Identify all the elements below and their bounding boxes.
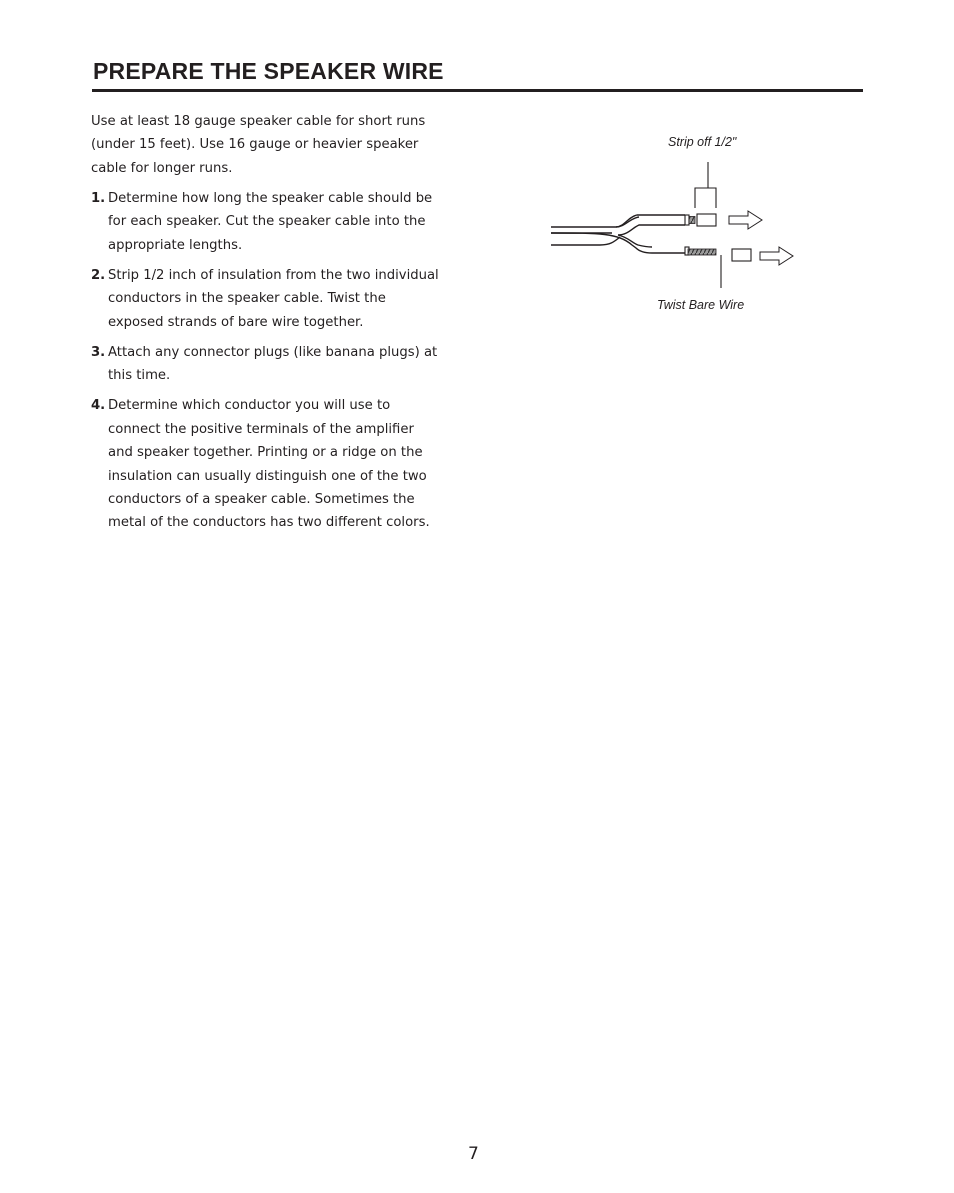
- bottom-conductor: [685, 247, 751, 261]
- page-number: 7: [468, 1144, 479, 1164]
- wire-diagram-svg: [540, 125, 810, 325]
- speaker-cable: [551, 215, 685, 253]
- strip-bracket: [695, 162, 716, 208]
- page-title: PREPARE THE SPEAKER WIRE: [93, 58, 444, 84]
- step-text: Determine how long the speaker cable should be for each speaker. Cut the speaker cable into the appropriate lengths.: [108, 190, 433, 253]
- step-number: 4.: [91, 398, 106, 414]
- twist-label: Twist Bare Wire: [657, 298, 745, 312]
- instructions-column: [91, 110, 441, 542]
- wire-stripping-diagram: [540, 125, 810, 325]
- arrow-icon: [729, 211, 762, 229]
- arrow-icon: [760, 247, 793, 265]
- step-item: [91, 187, 441, 257]
- strip-label: Strip off 1/2": [668, 135, 737, 149]
- steps-list: [91, 187, 441, 535]
- title-divider: [92, 89, 863, 92]
- step-number: 2.: [91, 267, 106, 283]
- step-item: [91, 341, 441, 388]
- step-item: [91, 394, 441, 534]
- step-number: 1.: [91, 190, 106, 206]
- step-number: 3.: [91, 344, 106, 360]
- step-text: Strip 1/2 inch of insulation from the two individual conductors in the speaker cable. Twist the exposed strands of bare wire together.: [108, 267, 439, 330]
- top-conductor: [685, 214, 716, 226]
- step-text: Determine which conductor you will use to connect the positive terminals of the amplifier and speaker together. Printing or a ridge on the insulation can usually distinguish one of the two conductors of a speaker cable. Sometimes the metal of the conductors has two different colors.: [108, 398, 430, 531]
- step-item: [91, 264, 441, 334]
- step-text: Attach any connector plugs (like banana plugs) at this time.: [108, 344, 438, 384]
- intro-paragraph: Use at least 18 gauge speaker cable for short runs (under 15 feet). Use 16 gauge or heavier speaker cable for longer runs.: [91, 114, 426, 176]
